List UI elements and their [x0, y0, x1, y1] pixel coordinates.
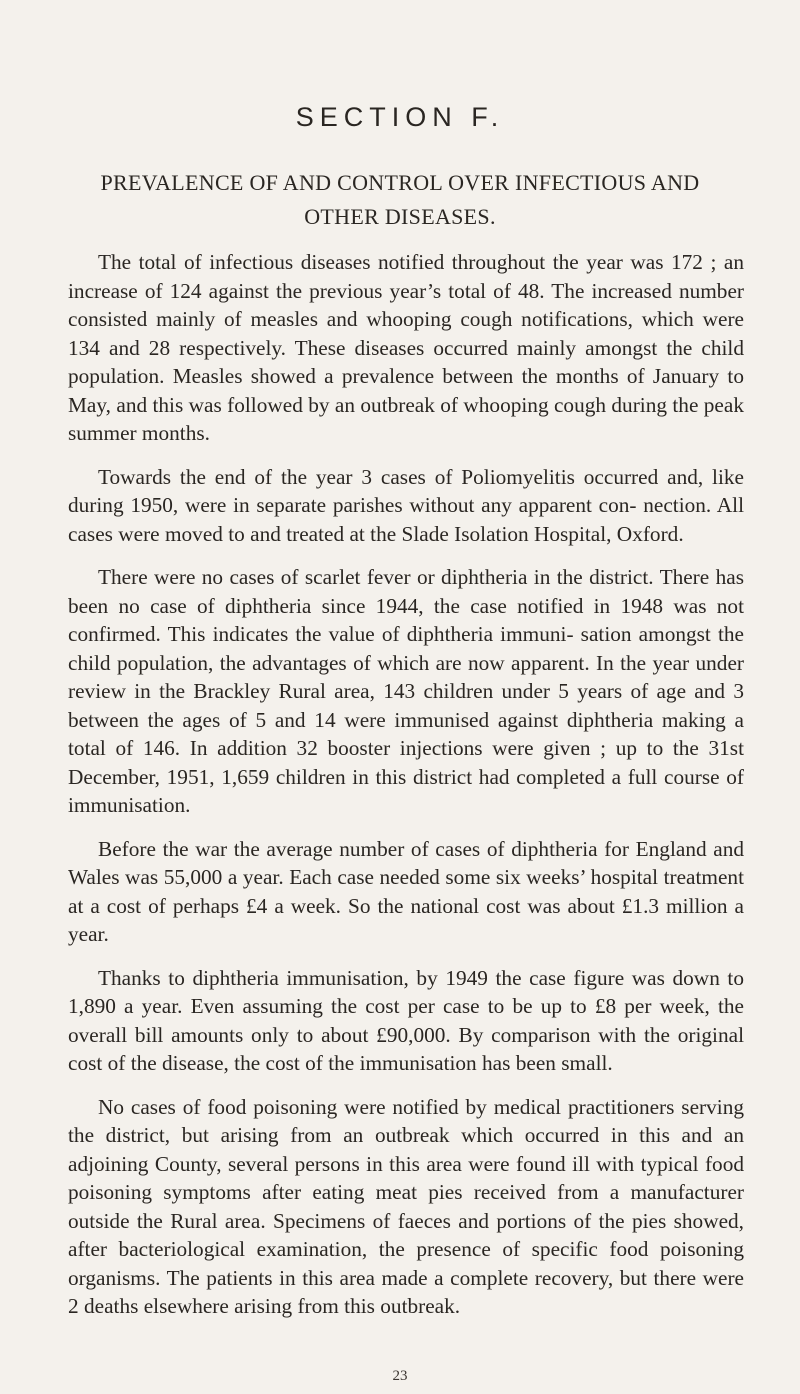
document-title — [30, 166, 770, 234]
page-number: 23 — [392, 1368, 408, 1384]
paragraph-immunisation-savings: Thanks to diphtheria immunisation, by 1949 the case figure was down to 1,890 a year. Even assuming the cost per case to be up to £8 per week, the overall bill amounts only to about £90,000. By comparison with the original cost of the disease, the cost of the immunisation has been small. — [68, 965, 744, 1075]
title-line-1: PREVALENCE OF AND CONTROL OVER INFECTIOUS AND — [100, 170, 700, 195]
paragraph-infectious-total: The total of infectious diseases notified throughout the year was 172 ; an increase of 124 against the previous year’s total of 48. The increased number consisted mainly of measles and whooping cough notifications, which were 134 and 28 respectively. These diseases occurred mainly amongst the child population. Measles showed a prevalence between the months of January to May, and this was followed by an outbreak of whooping cough during the peak summer months. — [68, 250, 744, 445]
paragraph-food-poisoning: No cases of food poisoning were notified by medical practitioners serving the district, but arising from an outbreak which occurred in this and an adjoining County, several persons in this area were found ill with typical food poisoning symptoms after eating meat pies received from a manufacturer outside the Rural area. Specimens of faeces and portions of the pies showed, after bacteriological examination, the presence of specific food poisoning organisms. The patients in this area made a complete recovery, but there were 2 deaths elsewhere arising from this outbreak. — [68, 1094, 744, 1318]
body-text — [68, 248, 744, 1336]
paragraph-poliomyelitis: Towards the end of the year 3 cases of Poliomyelitis occurred and, like during 1950, were in separate parishes without any apparent con- nection. All cases were moved to and treated at the Slade Isolation Hospital, Oxford. — [68, 464, 744, 546]
section-heading: SECTION F. — [295, 102, 505, 132]
title-line-2: OTHER DISEASES. — [304, 204, 496, 229]
paragraph-prewar-cost: Before the war the average number of cases of diphtheria for England and Wales was 55,000 a year. Each case needed some six weeks’ hospital treatment at a cost of perhaps £4 a week. So the national cost was about £1.3 million a year. — [68, 836, 744, 946]
paragraph-diphtheria-immunisation: There were no cases of scarlet fever or diphtheria in the district. There has been no case of diphtheria since 1944, the case notified in 1948 was not confirmed. This indicates the value of diphtheria immuni- sation amongst the child population, the advantages of which are now apparent. In the year under review in the Brackley Rural area, 143 children under 5 years of age and 3 between the ages of 5 and 14 were immunised against diphtheria making a total of 146. In addition 32 booster injections were given ; up to the 31st December, 1951, 1,659 children in this district had completed a full course of immunisation. — [68, 565, 744, 817]
